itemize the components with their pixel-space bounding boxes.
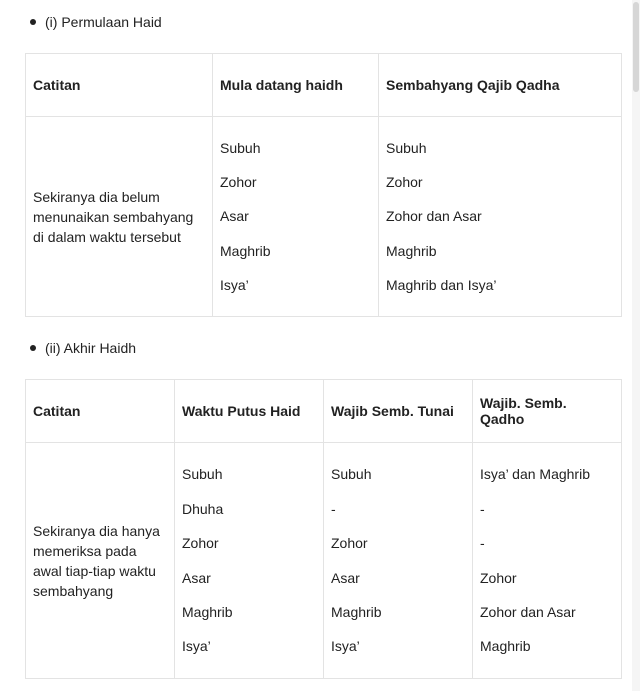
list-item: Isya’ [182,638,211,655]
list-item: Maghrib [480,638,531,655]
note-cell [26,117,213,317]
waktu-putus-cell [175,443,324,679]
qadha-cell [379,117,622,317]
list-item: Zohor [220,173,257,190]
note-text: Sekiranya dia belum menunaikan sembahyang di dalam waktu tersebut [33,188,194,245]
list-item: Subuh [386,139,427,156]
table-permulaan-haid [25,53,622,317]
header-catitan: Catitan [26,380,175,443]
scrollbar-thumb[interactable] [633,2,639,92]
list-item: Maghrib [386,242,437,259]
bullet-icon [30,19,36,25]
prayer-list [331,457,465,663]
list-item: Isya’ [331,638,360,655]
list-item: - [480,500,485,517]
list-item: Zohor [182,535,219,552]
header-mula-datang-haidh: Mula datang haidh [213,54,379,117]
list-item: Asar [220,208,249,225]
list-item: Zohor dan Asar [386,208,482,225]
list-item: Maghrib [331,603,382,620]
prayer-list [480,457,614,663]
section-heading-akhir [30,338,136,358]
section-heading-text: (ii) Akhir Haidh [45,340,137,356]
header-catitan: Catitan [26,54,213,117]
list-item: Zohor [386,173,423,190]
list-item: Asar [182,569,211,586]
list-item: Subuh [220,139,261,156]
list-item: Zohor [480,569,517,586]
prayer-list [386,131,614,303]
tunai-cell [324,443,473,679]
prayer-start-cell [213,117,379,317]
list-item: Dhuha [182,500,224,517]
bullet-icon [30,345,36,351]
list-item: - [480,535,485,552]
table-row [26,443,622,679]
list-item: Maghrib [220,242,271,259]
note-text: Sekiranya dia hanya memeriksa pada awal tiap-tiap waktu sembahyang [33,522,160,599]
list-item: Zohor [331,535,368,552]
list-item: Isya’ [220,277,249,294]
table-akhir-haidh [25,379,622,679]
prayer-list [220,131,371,303]
header-waktu-putus-haid: Waktu Putus Haid [175,380,324,443]
list-item: Subuh [182,466,223,483]
table-header-row [26,54,622,117]
list-item: Maghrib [182,603,233,620]
table-header-row [26,380,622,443]
list-item: - [331,500,336,517]
section-heading-permulaan [30,12,162,32]
list-item: Subuh [331,466,372,483]
section-heading-text: (i) Permulaan Haid [45,14,162,30]
header-wajib-semb-tunai: Wajib Semb. Tunai [324,380,473,443]
list-item: Asar [331,569,360,586]
scrollbar[interactable] [632,0,640,691]
header-wajib-semb-qadho: Wajib. Semb. Qadho [473,380,622,443]
qadho-cell [473,443,622,679]
note-cell [26,443,175,679]
list-item: Maghrib dan Isya’ [386,277,497,294]
prayer-list [182,457,316,663]
table-row [26,117,622,317]
list-item: Zohor dan Asar [480,603,576,620]
header-sembahyang-qadha: Sembahyang Qajib Qadha [379,54,622,117]
list-item: Isya’ dan Maghrib [480,466,590,483]
